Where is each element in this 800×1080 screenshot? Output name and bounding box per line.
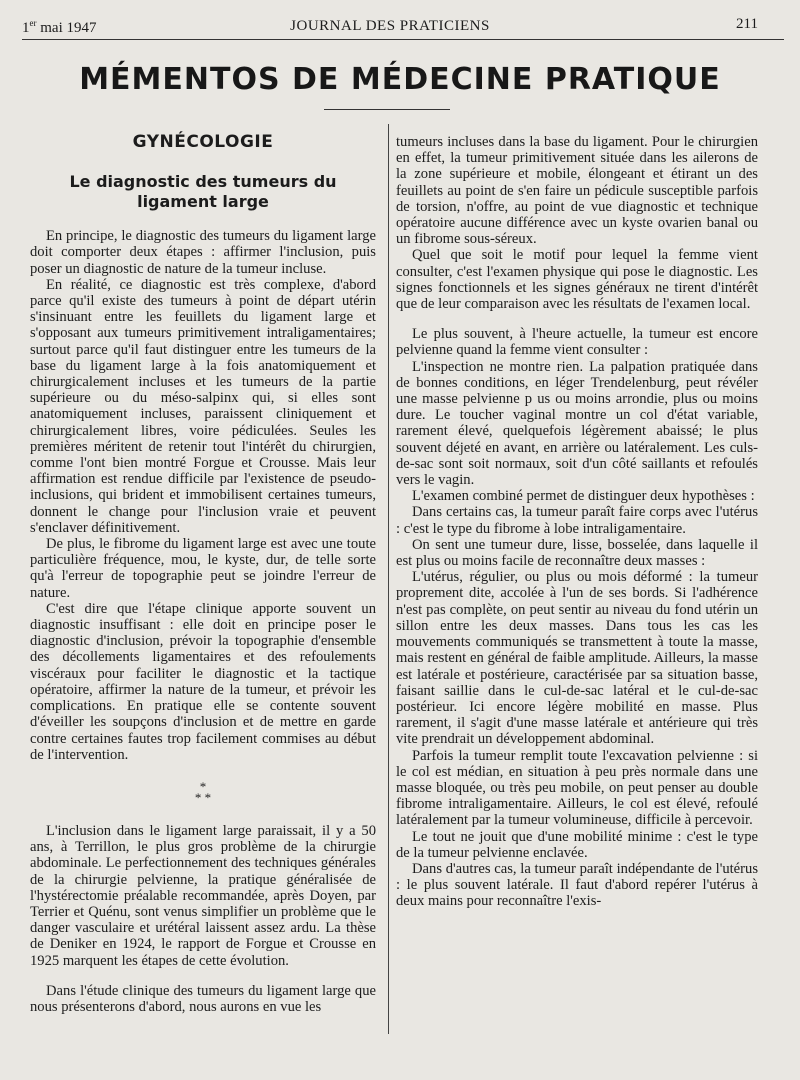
issue-date: 1er mai 1947	[22, 18, 97, 36]
paragraph: L'inclusion dans le ligament large paraissait, il y a 50 ans, à Terrillon, le plus gros problème de la chirurgie abdominale. Le perfectionnement des techniques générales de la chirurgie pelvienne, la pratique généralisée de l'hystérectomie préalable recommandée, après Doyen, par Terrier et Quénu, sont venus simplifier un problème que le danger vasculaire et urétéral laissent assez ardu. La thèse de Deniker en 1924, le rapport de Forgue et Crousse en 1925 marquent les étapes de cette évolution.	[30, 822, 376, 969]
paragraph: L'examen combiné permet de distinguer deux hypothèses :	[412, 488, 755, 505]
column-divider	[388, 124, 389, 1034]
paragraph: Dans d'autres cas, la tumeur paraît indépendante de l'utérus : le plus souvent latérale. Il faut d'abord repérer l'utérus à deux mains pour reconnaître l'exis-	[396, 860, 758, 910]
paragraph: L'inspection ne montre rien. La palpation pratiquée dans de bonnes conditions, en léger Trendelenburg, peut révéler une masse pelvienne p us ou moins arrondie, plus ou moins dure. Le toucher vaginal montre un col d'état variable, rarement élevé, quelquefois légèrement abaissé; le plus souvent déjeté en avant, en arrière ou latéralement. Les culs-de-sac sont soit normaux, soit d'un côté saillants et refoulés vers le vagin.	[396, 358, 758, 489]
paragraph: tumeurs incluses dans la base du ligament. Pour le chirurgien en effet, la tumeur primitivement située dans les ailerons de la zone supérieure et mobile, élongeant et étirant un des feuillets au point de s'en faire un pédicule susceptible parfois de torsion, n'offre, au point de vue diagnostic et technique opératoire aucune différence avec un kyste ovarien banal ou un fibrome sous-séreux.	[396, 134, 758, 248]
asterism-divider: * * *	[194, 778, 212, 805]
section-heading: GYNÉCOLOGIE	[132, 132, 274, 152]
paragraph: Parfois la tumeur remplit toute l'excavation pelvienne : si le col est médian, en situation à peu près normale dans une masse bloquée, ou très peu mobile, on peut penser au double fibrome intraligamentaire. Ailleurs, le col est élevé, refoulé latéralement par la tumeur volumineuse, difficile à percevoir.	[396, 747, 758, 829]
header-rule	[22, 39, 784, 40]
title-rule	[324, 109, 450, 110]
paragraph: En réalité, ce diagnostic est très complexe, d'abord parce qu'il existe des tumeurs à point de départ utérin s'insinuant entre les feuillets du ligament large et s'opposant aux tumeurs primitivement intraligamentaires; surtout parce qu'il faut distinguer entre les tumeurs de la base du ligament large à la fois anatomiquement et chirurgicalement incluses et les tumeurs de la partie supérieure ou du méso-salpinx qui, si elles sont anatomiquement incluses, paraissent cliniquement et chirurgicalement libres, voire pédiculées. Seules les premières méritent de retenir tout l'intérêt du chirurgien, comme l'ont bien montré Forgue et Crousse. Mais leur affirmation est rendue difficile par l'existence de pseudo-inclusions, qui brident et immobilisent certaines tumeurs, donnent le change pour l'inclusion vraie et peuvent s'enclaver définitivement.	[30, 276, 376, 536]
paragraph: Dans certains cas, la tumeur paraît faire corps avec l'utérus : c'est le type du fibrome à lobe intraligamentaire.	[396, 504, 758, 537]
article-title: Le diagnostic des tumeurs du ligament large	[69, 172, 337, 212]
right-column	[396, 134, 758, 910]
page-title: MÉMENTOS DE MÉDECINE PRATIQUE	[79, 62, 721, 97]
paragraph: Le plus souvent, à l'heure actuelle, la tumeur est encore pelvienne quand la femme vient consulter :	[396, 326, 758, 359]
journal-name: JOURNAL DES PRATICIENS	[290, 18, 490, 34]
paragraph: Dans l'étude clinique des tumeurs du ligament large que nous présenterons d'abord, nous aurons en vue les	[30, 982, 376, 1015]
paragraph: En principe, le diagnostic des tumeurs du ligament large doit comporter deux étapes : affirmer l'inclusion, puis poser un diagnostic de nature de la tumeur incluse.	[30, 228, 376, 277]
page-number: 211	[736, 16, 758, 32]
left-column	[30, 130, 376, 1015]
paragraph: De plus, le fibrome du ligament large est avec une toute particulière fréquence, mou, le kyste, dur, de telle sorte qu'à l'erreur de topographie peut se joindre l'erreur de nature.	[30, 536, 376, 601]
paragraph: C'est dire que l'étape clinique apporte souvent un diagnostic insuffisant : elle doit en principe poser le diagnostic d'inclusion, prévoir la topographie d'ensemble des décollements ligamentaires et des refoulements viscéraux pour faciliter le diagnostic et la tactique opératoire, affirmer la nature de la tumeur, et prévoir les complications. En pratique elle se contente souvent d'éveiller les soupçons d'inclusion et de mettre en garde contre certaines fautes trop facilement commises au début de l'intervention.	[30, 600, 376, 763]
paragraph: Le tout ne jouit que d'une mobilité minime : c'est le type de la tumeur pelvienne enclavée.	[396, 828, 758, 861]
running-header	[22, 16, 758, 38]
paragraph: On sent une tumeur dure, lisse, bosselée, dans laquelle il est plus ou moins facile de reconnaître deux masses :	[396, 536, 758, 570]
paragraph: Quel que soit le motif pour lequel la femme vient consulter, c'est l'examen physique qui pose le diagnostic. Les signes fonctionnels et les signes généraux ne tirent d'intérêt que de leur comparaison avec les résultats de l'examen local.	[396, 247, 758, 313]
paragraph: L'utérus, régulier, ou plus ou mois déformé : la tumeur proprement dite, accolée à l'un de ses bords. Si l'adhérence n'est pas complète, on peut sentir au niveau du fond utérin un sillon entre les deux masses. Dans tous les cas les mouvements communiqués se transmettent à toute la masse, mais restent en général de faible amplitude. Ailleurs, la masse est latérale et postérieure, caractérisée par sa situation basse, faisant saillie dans le cul-de-sac latéral et le cul-de-sac postérieur. Ici encore légère mobilité en masse. Plus rarement, il s'agit d'une masse latérale et antérieure qui très vite prendrait un développement abdominal.	[396, 569, 758, 748]
